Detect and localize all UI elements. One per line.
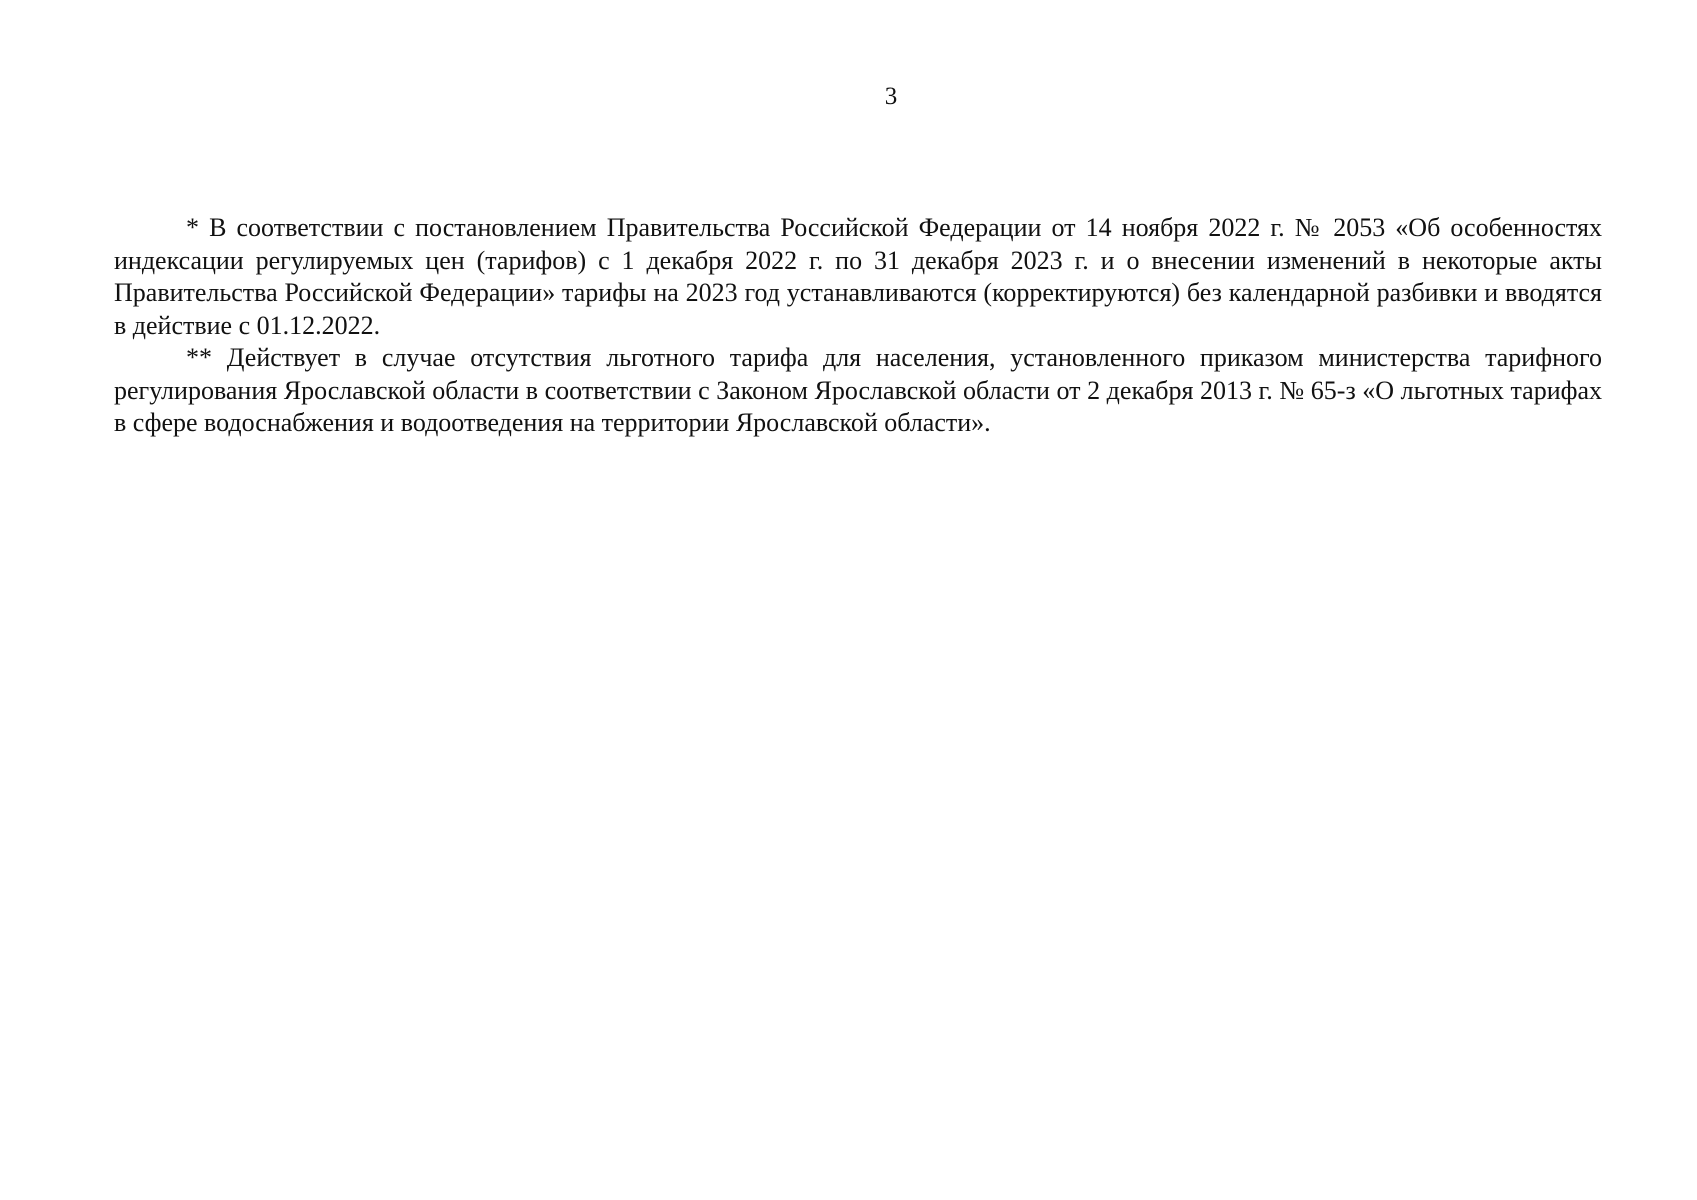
- page-number: 3: [884, 83, 898, 110]
- footnote-single-asterisk: * В соответствии с постановлением Правительства Российской Федерации от 14 ноября 2022 г. № 2053 «Об особенностях индексации регулируемых цен (тарифов) с 1 декабря 2022 г. по 31 декабря 2023 г. и о внесении изменений в некоторые акты Правительства Российской Федерации» тарифы на 2023 год устанавливаются (корректируются) без календарной разбивки и вводятся в действие с 01.12.2022.: [114, 213, 1602, 340]
- footnotes-section: [114, 212, 1602, 440]
- footnote-double-asterisk: ** Действует в случае отсутствия льготного тарифа для населения, установленного приказом министерства тарифного регулирования Ярославской области в соответствии с Законом Ярославской области от 2 декабря 2013 г. № 65-з «О льготных тарифах в сфере водоснабжения и водоотведения на территории Ярославской области».: [114, 343, 1602, 437]
